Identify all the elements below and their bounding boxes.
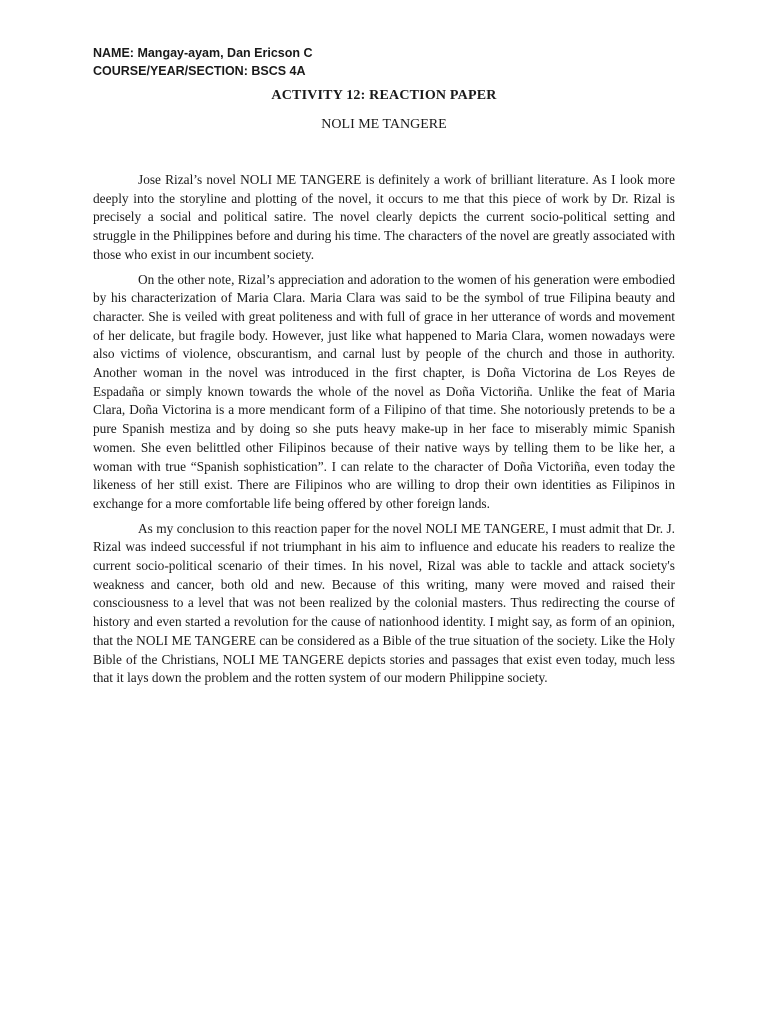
paragraph-conclusion: As my conclusion to this reaction paper for the novel NOLI ME TANGERE, I must admit that Dr. J. Rizal was indeed successful if not triumphant in his aim to influence and educate his readers to realize the current socio-political scenario of their times. In his novel, Rizal was able to tackle and attack society's weakness and cancer, both old and new. Because of this writing, many were moved and raised their consciousness to a level that was not been realized by the colonial masters. Thus redirecting the course of history and even started a revolution for the cause of nationhood identity. I might say, as form of an opinion, that the NOLI ME TANGERE can be considered as a Bible of the true situation of the society. Like the Holy Bible of the Christians, NOLI ME TANGERE depicts stories and passages that exist even today, much less that it lays down the problem and the rotten system of our modern Philippine society. [93, 520, 675, 686]
paragraph-intro: Jose Rizal’s novel NOLI ME TANGERE is definitely a work of brilliant literature. As I look more deeply into the storyline and plotting of the novel, it occurs to me that this piece of work by Dr. Rizal is precisely a social and political satire. The novel clearly depicts the current socio-political setting and struggle in the Philippines before and during his time. The characters of the novel are greatly associated with those who exist in our incumbent society. [93, 172, 675, 262]
student-info-header [93, 44, 313, 80]
course-section-line: COURSE/YEAR/SECTION: BSCS 4A [93, 64, 306, 78]
document-body [93, 171, 675, 694]
paragraph-women: On the other note, Rizal’s appreciation and adoration to the women of his generation were embodied by his characterization of Maria Clara. Maria Clara was said to be the symbol of true Filipina beauty and character. She is veiled with great politeness and with full of grace in her utterance of words and movement of her delicate, but fragile body. However, just like what happened to Maria Clara, women nowadays were also victims of violence, obscurantism, and carnal lust by people of the church and those in authority. Another woman in the novel was introduced in the first chapter, is Doña Victorina de Los Reyes de Espadaña or simply known towards the whole of the novel as Doña Victoriña. Unlike the feat of Maria Clara, Doña Victorina is a more mendicant form of a Filipino of that time. She notoriously pretends to be a pure Spanish mestiza and by doing so she puts heavy make-up in her face to miserably mimic Spanish women. She even belittled other Filipinos because of their native ways by telling them to be like her, a woman with true “Spanish sophistication”. I can relate to the character of Doña Victoriña, even today the likeness of her still exist. There are Filipinos who are willing to drop their own identities as Filipinos in exchange for a more comfortable life being offered by other foreign lands. [93, 271, 675, 511]
student-name-line: NAME: Mangay-ayam, Dan Ericson C [93, 46, 313, 60]
document-subtitle: NOLI ME TANGERE [321, 117, 447, 132]
document-title: ACTIVITY 12: REACTION PAPER [271, 88, 497, 103]
